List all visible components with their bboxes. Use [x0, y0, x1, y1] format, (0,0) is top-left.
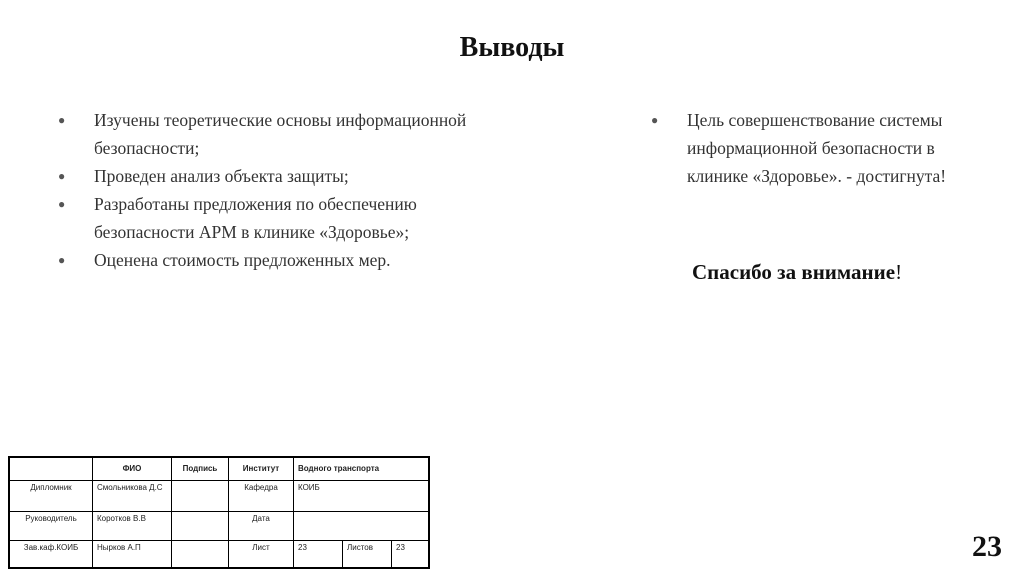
stamp-name: Нырков А.П	[93, 541, 172, 569]
list-item-text: Изучены теоретические основы информационной безопасности;	[94, 110, 467, 158]
stamp-sheets-label: Листов	[343, 541, 392, 569]
thanks-punct: !	[895, 260, 903, 284]
thanks-text: Спасибо за внимание	[692, 260, 896, 284]
bullet-icon: ●	[58, 113, 66, 127]
conclusions-list	[58, 106, 478, 274]
stamp-signature-cell	[172, 541, 229, 569]
stamp-signature-cell	[172, 481, 229, 512]
bullet-icon: ●	[651, 113, 659, 127]
list-item	[651, 106, 971, 190]
stamp-role: Дипломник	[9, 481, 93, 512]
list-item-text: Разработаны предложения по обеспечению безопасности АРМ в клинике «Здоровье»;	[94, 194, 417, 242]
bullet-icon: ●	[58, 253, 66, 267]
stamp-sheet-label: Лист	[229, 541, 294, 569]
stamp-name: Коротков В.В	[93, 512, 172, 541]
stamp-header-row	[9, 457, 429, 481]
stamp-row-diplomnik	[9, 481, 429, 512]
stamp-role: Руководитель	[9, 512, 93, 541]
stamp-department-label: Кафедра	[229, 481, 294, 512]
stamp-department-value: КОИБ	[294, 481, 430, 512]
stamp-header-institute: Институт	[229, 457, 294, 481]
stamp-header-signature: Подпись	[172, 457, 229, 481]
stamp-header-fio: ФИО	[93, 457, 172, 481]
list-item-text: Цель совершенствование системы информационной безопасности в клинике «Здоровье». - достигнута!	[687, 110, 947, 186]
page-number: 23	[972, 530, 1002, 563]
stamp-signature-cell	[172, 512, 229, 541]
stamp-name: Смольникова Д.С	[93, 481, 172, 512]
goal-list	[651, 106, 971, 190]
list-item	[58, 106, 478, 162]
stamp-sheet-value: 23	[294, 541, 343, 569]
bullet-icon: ●	[58, 197, 66, 211]
slide-title: Выводы	[459, 32, 565, 63]
stamp-cell-empty	[9, 457, 93, 481]
stamp-sheets-value: 23	[392, 541, 430, 569]
list-item	[58, 190, 478, 246]
title-block-stamp	[8, 456, 430, 569]
stamp-date-value	[294, 512, 430, 541]
stamp-row-supervisor	[9, 512, 429, 541]
bullet-icon: ●	[58, 169, 66, 183]
stamp-row-head	[9, 541, 429, 569]
list-item-text: Оценена стоимость предложенных мер.	[94, 250, 391, 270]
stamp-date-label: Дата	[229, 512, 294, 541]
list-item	[58, 162, 478, 190]
stamp-header-water-transport: Водного транспорта	[294, 457, 430, 481]
list-item	[58, 246, 478, 274]
thanks-message	[692, 260, 902, 285]
stamp-role: Зав.каф.КОИБ	[9, 541, 93, 569]
list-item-text: Проведен анализ объекта защиты;	[94, 166, 349, 186]
